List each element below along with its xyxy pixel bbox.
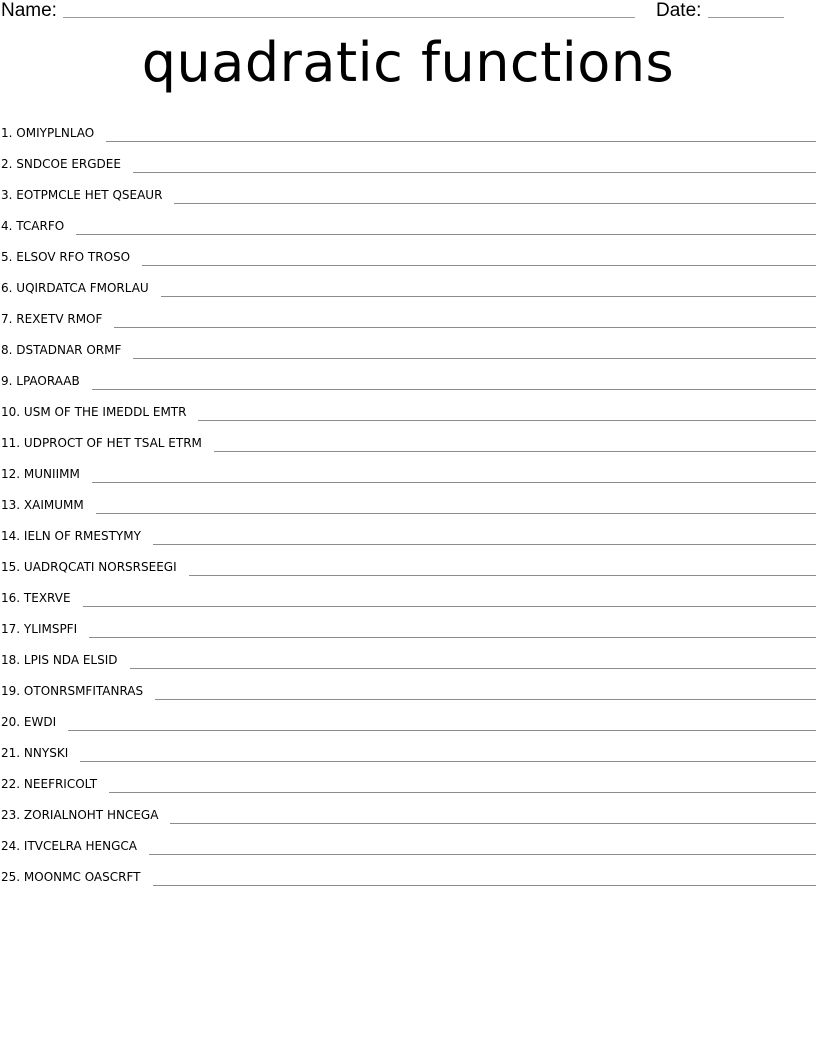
scrambled-word: EOTPMCLE HET QSEAUR [16,188,163,202]
scrambled-word: SNDCOE ERGDEE [16,157,121,171]
list-item [0,545,816,576]
answer-line[interactable] [174,202,816,204]
item-number: 22. [1,777,21,791]
scrambled-word-label [0,188,162,204]
answer-line[interactable] [76,233,816,235]
list-item [0,731,816,762]
list-item [0,173,816,204]
item-number: 18. [1,653,21,667]
answer-line[interactable] [155,698,816,700]
list-item [0,700,816,731]
scrambled-word-label [0,653,118,669]
scrambled-word-label [0,746,68,762]
scrambled-word: DSTADNAR ORMF [16,343,122,357]
scrambled-word: REXETV RMOF [16,312,103,326]
answer-line[interactable] [153,543,816,545]
item-number: 13. [1,498,21,512]
item-number: 10. [1,405,21,419]
list-item [0,328,816,359]
item-number: 11. [1,436,21,450]
answer-line[interactable] [92,388,816,390]
item-number: 6. [1,281,13,295]
scrambled-word: MOONMC OASCRFT [23,870,141,884]
scrambled-word-label [0,219,64,235]
list-item [0,483,816,514]
scrambled-word: ITVCELRA HENGCA [23,839,137,853]
list-item [0,297,816,328]
list-item [0,607,816,638]
answer-line[interactable] [133,357,816,359]
worksheet-header [0,0,816,24]
page-title: quadratic functions [141,31,675,94]
list-item [0,142,816,173]
item-number: 16. [1,591,21,605]
list-item [0,359,816,390]
scrambled-word: USM OF THE IMEDDL EMTR [23,405,187,419]
scrambled-word-label [0,529,141,545]
answer-line[interactable] [96,512,816,514]
answer-line[interactable] [189,574,816,576]
scrambled-word: UQIRDATCA FMORLAU [16,281,149,295]
scrambled-word: TEXRVE [23,591,71,605]
list-item [0,514,816,545]
item-number: 20. [1,715,21,729]
scrambled-word-label [0,622,77,638]
scrambled-word: OMIYPLNLAO [16,126,95,140]
name-answer-line[interactable] [63,17,635,18]
list-item [0,855,816,886]
list-item [0,204,816,235]
item-number: 21. [1,746,21,760]
answer-line[interactable] [161,295,816,297]
list-item [0,452,816,483]
scrambled-word: LPAORAAB [16,374,80,388]
item-number: 23. [1,808,21,822]
item-number: 25. [1,870,21,884]
list-item [0,390,816,421]
scramble-word-list [0,111,816,886]
scrambled-word: EWDI [23,715,57,729]
item-number: 2. [1,157,13,171]
list-item [0,638,816,669]
scrambled-word-label [0,281,149,297]
scrambled-word-label [0,343,121,359]
answer-line[interactable] [133,171,816,173]
answer-line[interactable] [92,481,816,483]
scrambled-word: OTONRSMFITANRAS [23,684,144,698]
scrambled-word: ZORIALNOHT HNCEGA [23,808,159,822]
scrambled-word: LPIS NDA ELSID [23,653,118,667]
item-number: 17. [1,622,21,636]
item-number: 7. [1,312,13,326]
answer-line[interactable] [153,884,816,886]
scrambled-word-label [0,591,71,607]
item-number: 8. [1,343,13,357]
answer-line[interactable] [83,605,816,607]
list-item [0,576,816,607]
answer-line[interactable] [198,419,816,421]
name-label: Name: [1,0,57,21]
scrambled-word-label [0,157,121,173]
scrambled-word: UADRQCATI NORSRSEEGI [23,560,177,574]
item-number: 19. [1,684,21,698]
scrambled-word-label [0,870,141,886]
scrambled-word-label [0,374,80,390]
item-number: 5. [1,250,13,264]
list-item [0,111,816,142]
item-number: 12. [1,467,21,481]
scrambled-word: TCARFO [16,219,65,233]
list-item [0,762,816,793]
scrambled-word-label [0,405,186,421]
scrambled-word-label [0,126,94,142]
date-answer-line[interactable] [708,17,784,18]
scrambled-word: UDPROCT OF HET TSAL ETRM [23,436,202,450]
item-number: 4. [1,219,13,233]
scrambled-word-label [0,436,202,452]
scrambled-word-label [0,777,97,793]
list-item [0,421,816,452]
date-label: Date: [656,0,702,21]
scrambled-word-label [0,684,143,700]
item-number: 24. [1,839,21,853]
item-number: 9. [1,374,13,388]
list-item [0,824,816,855]
scrambled-word-label [0,250,130,266]
scrambled-word: NNYSKI [23,746,69,760]
answer-line[interactable] [114,326,816,328]
answer-line[interactable] [149,853,816,855]
scrambled-word-label [0,715,56,731]
answer-line[interactable] [109,791,816,793]
list-item [0,793,816,824]
scrambled-word: MUNIIMM [23,467,80,481]
scrambled-word: YLIMSPFI [23,622,78,636]
item-number: 14. [1,529,21,543]
scrambled-word-label [0,560,177,576]
answer-line[interactable] [214,450,816,452]
answer-line[interactable] [106,140,816,142]
item-number: 3. [1,188,13,202]
scrambled-word-label [0,312,102,328]
scrambled-word-label [0,839,137,855]
scrambled-word: NEEFRICOLT [23,777,98,791]
answer-line[interactable] [170,822,816,824]
answer-line[interactable] [142,264,816,266]
scrambled-word: XAIMUMM [23,498,84,512]
list-item [0,266,816,297]
item-number: 1. [1,126,13,140]
answer-line[interactable] [89,636,816,638]
answer-line[interactable] [130,667,816,669]
answer-line[interactable] [68,729,816,731]
scrambled-word-label [0,808,158,824]
scrambled-word-label [0,467,80,483]
answer-line[interactable] [80,760,816,762]
list-item [0,235,816,266]
scrambled-word: IELN OF RMESTYMY [23,529,141,543]
item-number: 15. [1,560,21,574]
list-item [0,669,816,700]
scrambled-word: ELSOV RFO TROSO [16,250,131,264]
scrambled-word-label [0,498,84,514]
